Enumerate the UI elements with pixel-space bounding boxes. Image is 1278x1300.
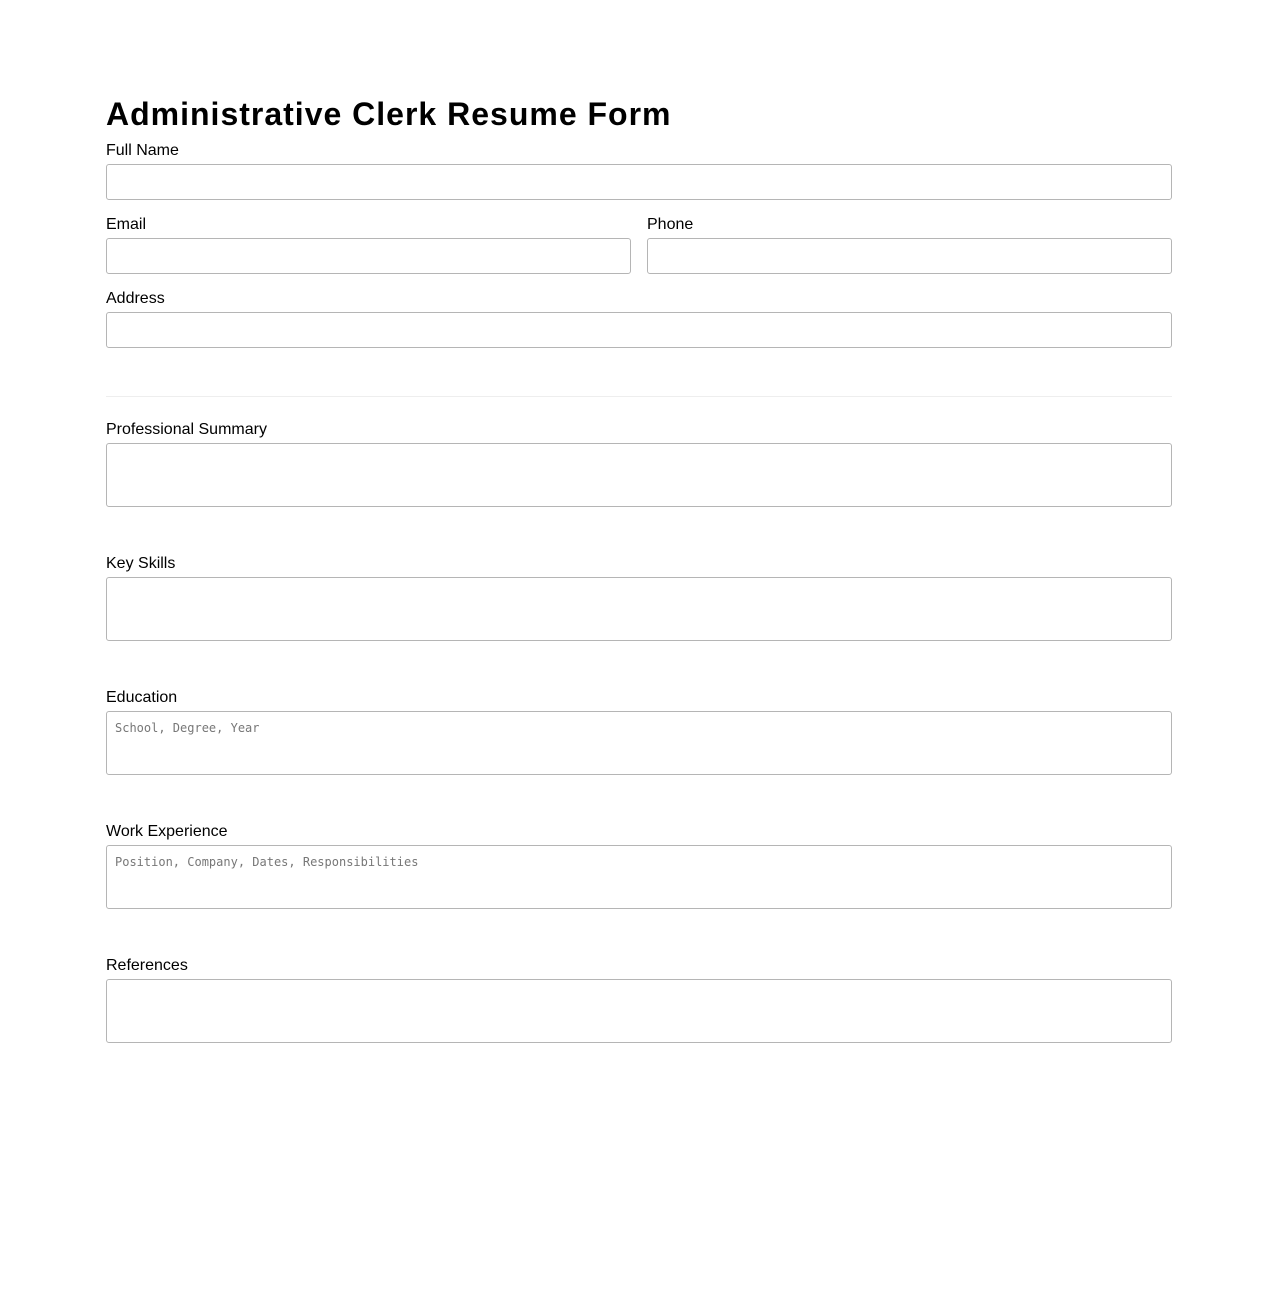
education-textarea[interactable]: [106, 711, 1172, 775]
address-input[interactable]: [106, 312, 1172, 348]
professional-summary-label: Professional Summary: [106, 421, 267, 438]
work-experience-label: Work Experience: [106, 823, 228, 840]
key-skills-textarea[interactable]: [106, 577, 1172, 641]
phone-input[interactable]: [647, 238, 1172, 274]
education-label: Education: [106, 689, 178, 706]
key-skills-label: Key Skills: [106, 555, 176, 572]
email-label: Email: [106, 216, 147, 233]
work-experience-textarea[interactable]: [106, 845, 1172, 909]
professional-summary-textarea[interactable]: [106, 443, 1172, 507]
full-name-label: Full Name: [106, 142, 179, 159]
references-label: References: [106, 957, 188, 974]
address-label: Address: [106, 290, 165, 307]
phone-label: Phone: [647, 216, 694, 233]
email-input[interactable]: [106, 238, 631, 274]
full-name-input[interactable]: [106, 164, 1172, 200]
page-title: Administrative Clerk Resume Form: [106, 96, 672, 132]
references-textarea[interactable]: [106, 979, 1172, 1043]
section-divider: [106, 396, 1172, 397]
